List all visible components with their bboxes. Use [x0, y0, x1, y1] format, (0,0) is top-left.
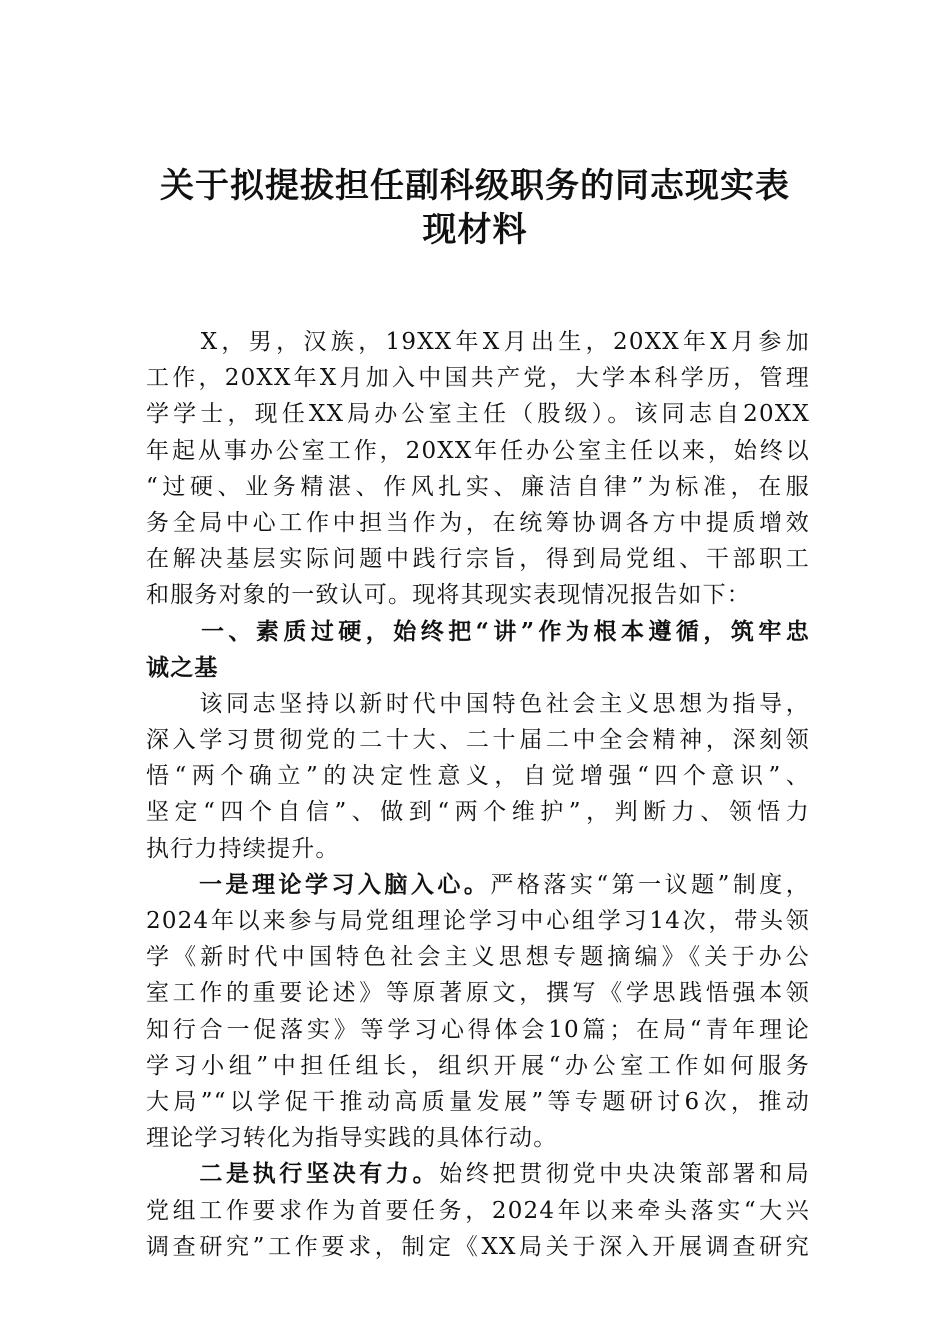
body-line [146, 867, 810, 903]
body-line [146, 505, 810, 541]
document-body [146, 324, 810, 1265]
body-line [146, 650, 810, 686]
body-line-text: 2024年以来参与局党组理论学习中心组学习14次，带头领 [146, 908, 810, 934]
body-line-text: X，男，汉族，19XX年X月出生，20XX年X月参加 [146, 329, 810, 355]
body-line-text: 深入学习贯彻党的二十大、二十届二中全会精神，深刻领 [146, 727, 810, 754]
document-title-line-2: 现材料 [422, 210, 528, 250]
body-line-text: 大局”“以学促干推动高质量发展”等专题研讨6次，推动 [146, 1088, 810, 1115]
body-line-text: 诚之基 [146, 653, 219, 681]
body-line-text: 一、素质过硬，始终把“讲”作为根本遵循，筑牢忠 [146, 617, 810, 645]
body-line [146, 831, 810, 867]
body-line [146, 360, 810, 396]
body-line-text: 务全局中心工作中担当作为，在统筹协调各方中提质增效 [146, 509, 810, 536]
body-line [146, 722, 810, 758]
body-line-text: 室工作的重要论述》等原著原文，撰写《学思践悟强本领 [146, 980, 810, 1007]
body-line [146, 324, 810, 360]
body-line-text: 该同志坚持以新时代中国特色社会主义思想为指导， [146, 690, 810, 717]
body-line [146, 577, 810, 613]
body-line-text: 理论学习转化为指导实践的具体行动。 [146, 1125, 558, 1152]
body-line-text: 严格落实“第一议题”制度， [490, 871, 810, 898]
body-line [146, 975, 810, 1011]
document-title-line-1: 关于拟提拔担任副科级职务的同志现实表 [160, 166, 790, 206]
body-line-text: 学习小组”中担任组长，组织开展“办公室工作如何服务 [146, 1052, 810, 1079]
body-line [146, 469, 810, 505]
body-line [146, 686, 810, 722]
body-line-text: 在解决基层实际问题中践行宗旨，得到局党组、干部职工 [146, 546, 810, 573]
body-line [146, 1156, 810, 1192]
body-line [146, 1229, 810, 1265]
body-line-text: 党组工作要求作为首要任务，2024年以来牵头落实“大兴 [146, 1197, 810, 1224]
body-line-text: 悟“两个确立”的决定性意义，自觉增强“四个意识”、 [146, 763, 810, 790]
body-line-text: 执行力持续提升。 [146, 835, 340, 862]
body-line [146, 1193, 810, 1229]
body-line [146, 614, 810, 650]
body-line [146, 541, 810, 577]
body-line-text: 年起从事办公室工作，20XX年任办公室主任以来，始终以 [146, 437, 810, 464]
body-line [146, 758, 810, 794]
paragraph-lead-heading: 一是理论学习入脑入心。 [146, 870, 491, 898]
body-line-text: “过硬、业务精湛、作风扎实、廉洁自律”为标准，在服 [146, 473, 810, 500]
body-line [146, 433, 810, 469]
body-line-text: 始终把贯彻党中央决策部署和局 [439, 1161, 810, 1188]
body-line-text: 学《新时代中国特色社会主义思想专题摘编》《关于办公 [146, 944, 810, 971]
body-line [146, 903, 810, 939]
body-line [146, 1084, 810, 1120]
body-line-text: 工作，20XX年X月加入中国共产党，大学本科学历，管理 [146, 365, 810, 392]
body-line-text: 学学士，现任XX局办公室主任（股级）。该同志自20XX [146, 401, 810, 428]
body-line [146, 396, 810, 432]
body-line [146, 1012, 810, 1048]
body-line [146, 794, 810, 830]
body-line-text: 坚定“四个自信”、做到“两个维护”，判断力、领悟力 [146, 799, 810, 826]
body-line-text: 知行合一促落实》等学习心得体会10篇；在局“青年理论 [146, 1016, 810, 1043]
body-line [146, 939, 810, 975]
body-line [146, 1120, 810, 1156]
paragraph-lead-heading: 二是执行坚决有力。 [146, 1160, 440, 1188]
body-line-text: 和服务对象的一致认可。现将其现实表现情况报告如下： [146, 582, 751, 609]
body-line-text: 调查研究”工作要求，制定《XX局关于深入开展调查研究 [146, 1233, 810, 1260]
body-line [146, 1048, 810, 1084]
